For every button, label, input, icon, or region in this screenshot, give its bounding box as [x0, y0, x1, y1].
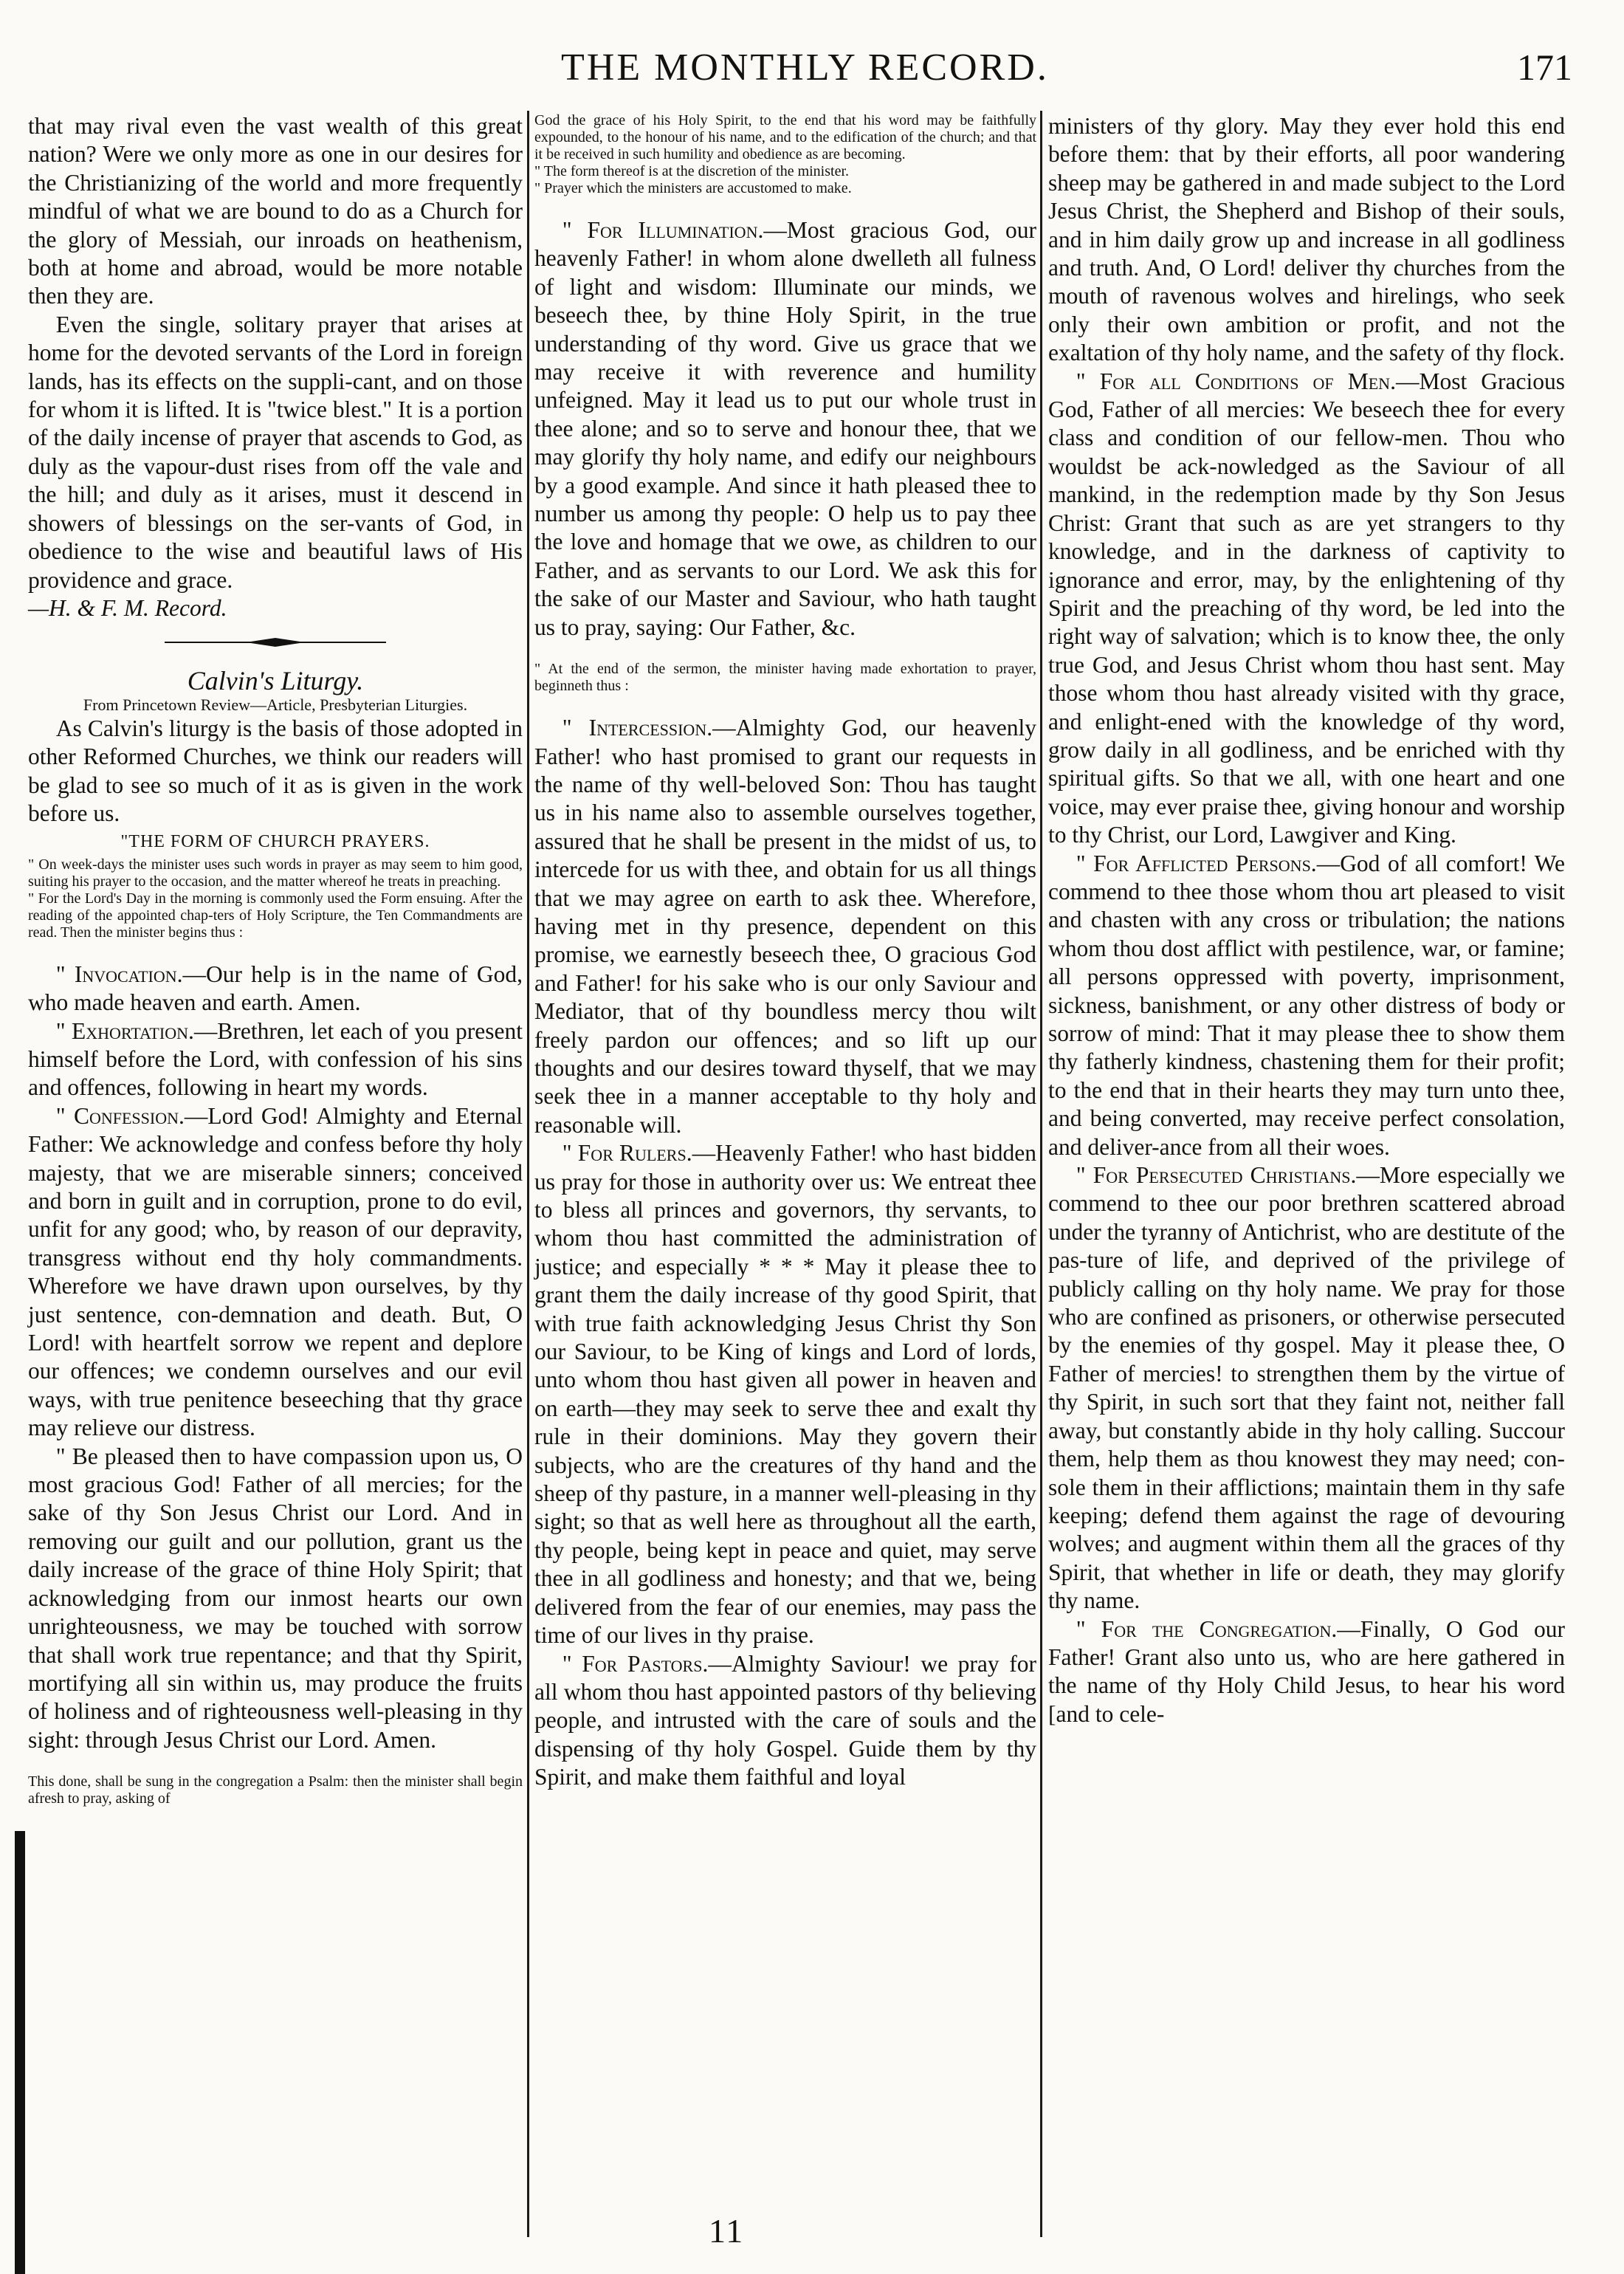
- note: " Prayer which the ministers are accustomed to make.: [534, 180, 852, 196]
- signature-mark: 11: [709, 2212, 745, 2250]
- column-rule-2: [1040, 111, 1042, 2237]
- note: This done, shall be sung in the congregation a Psalm: then the minister shall begin afresh to pray, asking of: [28, 1773, 523, 1807]
- prayer-rulers: [534, 1139, 1036, 1649]
- prayer-label: " For Illumination.: [562, 217, 764, 243]
- prayer-text: —Our help is in the name of God, who made heaven and earth. Amen.: [28, 961, 523, 1016]
- paragraph: As Calvin's liturgy is the basis of those adopted in other Reformed Churches, we think our readers will be glad to see so much of it as is given in the work before us.: [28, 715, 523, 826]
- prayer-congregation: [1048, 1615, 1565, 1729]
- prayer-text: —Heavenly Father! who hast bidden us pray for those in authority over us: We entreat thee to bless all princes and governors, thy servants, to whom thou hast committed the administration of justice; and especially * * * May it please thee to grant them the daily increase of thy good Spirit, that with true faith acknowledging Jesus Christ thy Son our Saviour, to be King of kings and Lord of lords, unto whom thou hast given all power in heaven and on earth—they may seek to serve thee and exalt thy rule in their dominions. May they govern their subjects, who are the creatures of thy hand and the sheep of thy pasture, in a manner well-pleasing in thy sight; so that as well here as throughout all the earth, thy people, being kept in peace and quiet, may serve thee in all godliness and honesty; and that we, being delivered from the fear of our enemies, may pass the time of our lives in thy praise.: [534, 1140, 1036, 1649]
- paragraph: ministers of thy glory. May they ever hold this end before them: that by their efforts, all poor wandering sheep may be gathered in and made subject to the Lord Jesus Christ, the Shepherd and Bishop of their souls, and in him daily grow up and increase in all godliness and truth. And, O Lord! deliver thy churches from the mouth of ravenous wolves and hirelings, who seek only their own ambition or profit, and not the exaltation of thy holy name, and the safety of thy flock.: [1048, 113, 1565, 366]
- page-number: 171: [1517, 47, 1572, 88]
- prayer-label: " For Persecuted Christians.: [1076, 1162, 1357, 1189]
- source-line: From Princetown Review—Article, Presbyterian Liturgies.: [83, 695, 468, 714]
- prayer-text: —Finally, O God our Father! Grant also unto us, who are here gathered in the name of thy Holy Child Jesus, to hear his word [and to cele-: [1048, 1615, 1565, 1727]
- prayer-pastors: [534, 1650, 1036, 1792]
- prayer-label: " Invocation.: [55, 961, 183, 987]
- column-2: [534, 112, 1036, 1792]
- prayer-exhortation: [28, 1017, 523, 1102]
- prayer-text: —Most Gracious God, Father of all mercies: We beseech thee for every class and condition of our fellow-men. Thou who wouldst be ack-nowledged as the Saviour of all mankind, in the redemption made by thy Son Jesus Christ: Grant that such as are yet strangers to thy knowledge, and in the darkness of captivity to ignorance and error, may, by the enlightening of thy Spirit and the preaching of thy word, be led into the right way of salvation; which is to know thee, the only true God, and Jesus Christ whom thou hast sent. May those whom thou hast already visited with thy grace, and enlight-ened with the knowledge of thy word, grow daily in all godliness, and be enriched with thy spiritual gifts. So that we all, with one heart and one voice, may ever praise thee, giving honour and worship to thy Christ, our Lord, Lawgiver and King.: [1048, 368, 1566, 848]
- prayer-label: " Intercession.: [562, 715, 713, 741]
- prayer-text: —More especially we commend to thee our poor brethren scattered abroad under the tyranny of Antichrist, who are destitute of the pas-ture of life, and deprived of the privilege of publicly calling on thy holy name. We pray for those who are confined as prisoners, or otherwise persecuted by the enemies of thy gospel. May it please thee, O Father of mercies! to strengthen them by the virtue of thy Spirit, in such sort that they faint not, neither fall away, but constantly abide in thy holy calling. Succour them, help them as thou knowest they may need; con-sole them in their afflictions; maintain them in thy safe keeping; defend them against the rage of devouring wolves; and augment within them all the graces of thy Spirit, that whether in life or death, they may glorify thy name.: [1048, 1162, 1565, 1614]
- prayer-label: " Exhortation.: [55, 1017, 194, 1044]
- prayer-text: —Brethren, let each of you present himself before the Lord, with confession of his sins and offences, following in heart my words.: [28, 1017, 523, 1101]
- attribution: —H. & F. M. Record.: [28, 594, 227, 621]
- prayer-label: " For the Congregation.: [1076, 1615, 1338, 1642]
- page-header: [0, 46, 1624, 97]
- paragraph: Even the single, solitary prayer that arises at home for the devoted servants of the Lord in foreign lands, has its effects on the suppli-cant, and on those for whom it is lifted. It is "twice blest." It is a portion of the daily incense of prayer that ascends to God, as duly as the vapour-dust rises from off the vale and the hill; and duly as it arises, must it descend in showers of blessings on the ser-vants of God, in obedience to the wise and beautiful laws of His providence and grace.: [28, 311, 523, 593]
- prayer-text: —Almighty Saviour! we pray for all whom thou hast appointed pastors of thy believing people, and intrusted with the care of souls and the dispensing of thy holy Gospel. Guide them by thy Spirit, and make them faithful and loyal: [534, 1650, 1036, 1790]
- prayer-text: —Most gracious God, our heavenly Father! in whom alone dwelleth all fulness of light and wisdom: Illuminate our minds, we beseech thee, by thine Holy Spirit, in the true understanding of thy word. Give us grace that we may receive it with reverence and humility unfeigned. May it lead us to put our whole trust in thee alone; and so to serve and honour thee, that we may glorify thy holy name, and edify our neighbours by a good example. And since it hath pleased thee to number us among thy people: O help us to pay thee the love and homage that we owe, as children to our Father, and as servants to our Lord. We ask this for the sake of our Master and Saviour, who hath taught us to pray, saying: Our Father, &c.: [534, 217, 1036, 640]
- ornamental-rule: [165, 637, 386, 647]
- prayer-invocation: [28, 961, 523, 1017]
- prayer-label: " For Afflicted Persons.: [1076, 850, 1317, 876]
- prayer-illumination: [534, 216, 1036, 642]
- column-rule-1: [527, 111, 529, 2237]
- prayer-text: —Lord God! Almighty and Eternal Father: We acknowledge and confess before thy holy majesty, that we are miserable sinners; conceived and born in guilt and in corruption, prone to do evil, unfit for any good; who, by reason of our depravity, transgress without end thy holy commandments. Wherefore we have drawn upon ourselves, by thy just sentence, con-demnation and death. But, O Lord! with heartfelt sorrow we repent and deplore our offences; we condemn ourselves and our evil ways, with true penitence beseeching that thy grace may relieve our distress.: [28, 1102, 523, 1441]
- prayer-text: —God of all comfort! We commend to thee those whom thou art pleased to visit and chasten with any cross or tribulation; the nations whom thou dost afflict with pestilence, war, or famine; all persons oppressed with poverty, imprisonment, sickness, banishment, or any other distress of body or sorrow of mind: That it may please thee to show them thy fatherly kindness, chastening them for their profit; to the end that in their hearts they may turn unto thee, and being converted, may receive perfect consolation, and deliver-ance from all their woes.: [1048, 850, 1565, 1160]
- prayer-label: " For Rulers.: [562, 1140, 692, 1167]
- prayer-persecuted: [1048, 1161, 1565, 1615]
- note: " The form thereof is at the discretion of the minister.: [534, 163, 850, 179]
- prayer-text: —Almighty God, our heavenly Father! who hast promised to grant our requests in the name of thy well-beloved Son: Thou has taught us in his name also to assemble ourselves together, assured that he shall be present in the midst of us, to intercede for us with thee, and obtain for us all things that we may agree on earth to ask thee. Wherefore, having met in thy presence, dependent on this promise, we earnestly beseech thee, O gracious God and Father! for his sake who is our only Saviour and Mediator, that of thy boundless mercy thou wilt freely pardon our offences; and so lift up our thoughts and our desires toward thyself, that we may seek thee in a manner acceptable to thy holy and reasonable will.: [534, 715, 1036, 1138]
- running-title: THE MONTHLY RECORD.: [561, 47, 1049, 89]
- prayer-intercession: [534, 714, 1036, 1139]
- column-3: [1048, 112, 1565, 1728]
- paragraph: " Be pleased then to have compassion upon us, O most gracious God! Father of all mercies; for the sake of thy Son Jesus Christ our Lord. And in removing our guilt and our pollution, grant us the daily increase of the grace of thine Holy Spirit; that acknowledging from our inmost hearts our own unrighteousness, we may be touched with sorrow that shall work true repentance; and that thy Spirit, mortifying all sin within us, may produce the fruits of holiness and of righteousness well-pleasing in thy sight: through Jesus Christ our Lord. Amen.: [28, 1443, 523, 1753]
- note: " On week-days the minister uses such words in prayer as may seem to him good, suiting his prayer to the occasion, and the matter whereof he treats in preaching.: [28, 856, 523, 890]
- form-title: "THE FORM OF CHURCH PRAYERS.: [120, 832, 430, 852]
- prayer-afflicted: [1048, 850, 1565, 1161]
- note: God the grace of his Holy Spirit, to the end that his word may be faithfully expounded, to the honour of his name, and to the edification of the church; and that it be received in such humility and obedience as are becoming.: [534, 112, 1036, 162]
- note: " At the end of the sermon, the minister having made exhortation to prayer, beginneth thus :: [534, 661, 1036, 695]
- paragraph: that may rival even the vast wealth of this great nation? Were we only more as one in our desires for the Christianizing of the world and more frequently mindful of what we are bound to do as a Church for the glory of Messiah, our inroads on heathenism, both at home and abroad, would be more notable then they are.: [28, 113, 523, 309]
- prayer-label: " For Pastors.: [562, 1650, 709, 1677]
- prayer-confession: [28, 1102, 523, 1443]
- section-heading: Calvin's Liturgy.: [187, 666, 364, 696]
- note: " For the Lord's Day in the morning is commonly used the Form ensuing. After the reading of the appointed chap-ters of Holy Scripture, the Ten Commandments are read. Then the minister begins thus :: [28, 890, 523, 941]
- prayer-conditions: [1048, 368, 1565, 850]
- binding-shadow: [15, 1831, 25, 2274]
- prayer-label: " Confession.: [55, 1102, 185, 1129]
- column-1: [28, 112, 523, 1807]
- prayer-label: " For all Conditions of Men.: [1076, 368, 1396, 394]
